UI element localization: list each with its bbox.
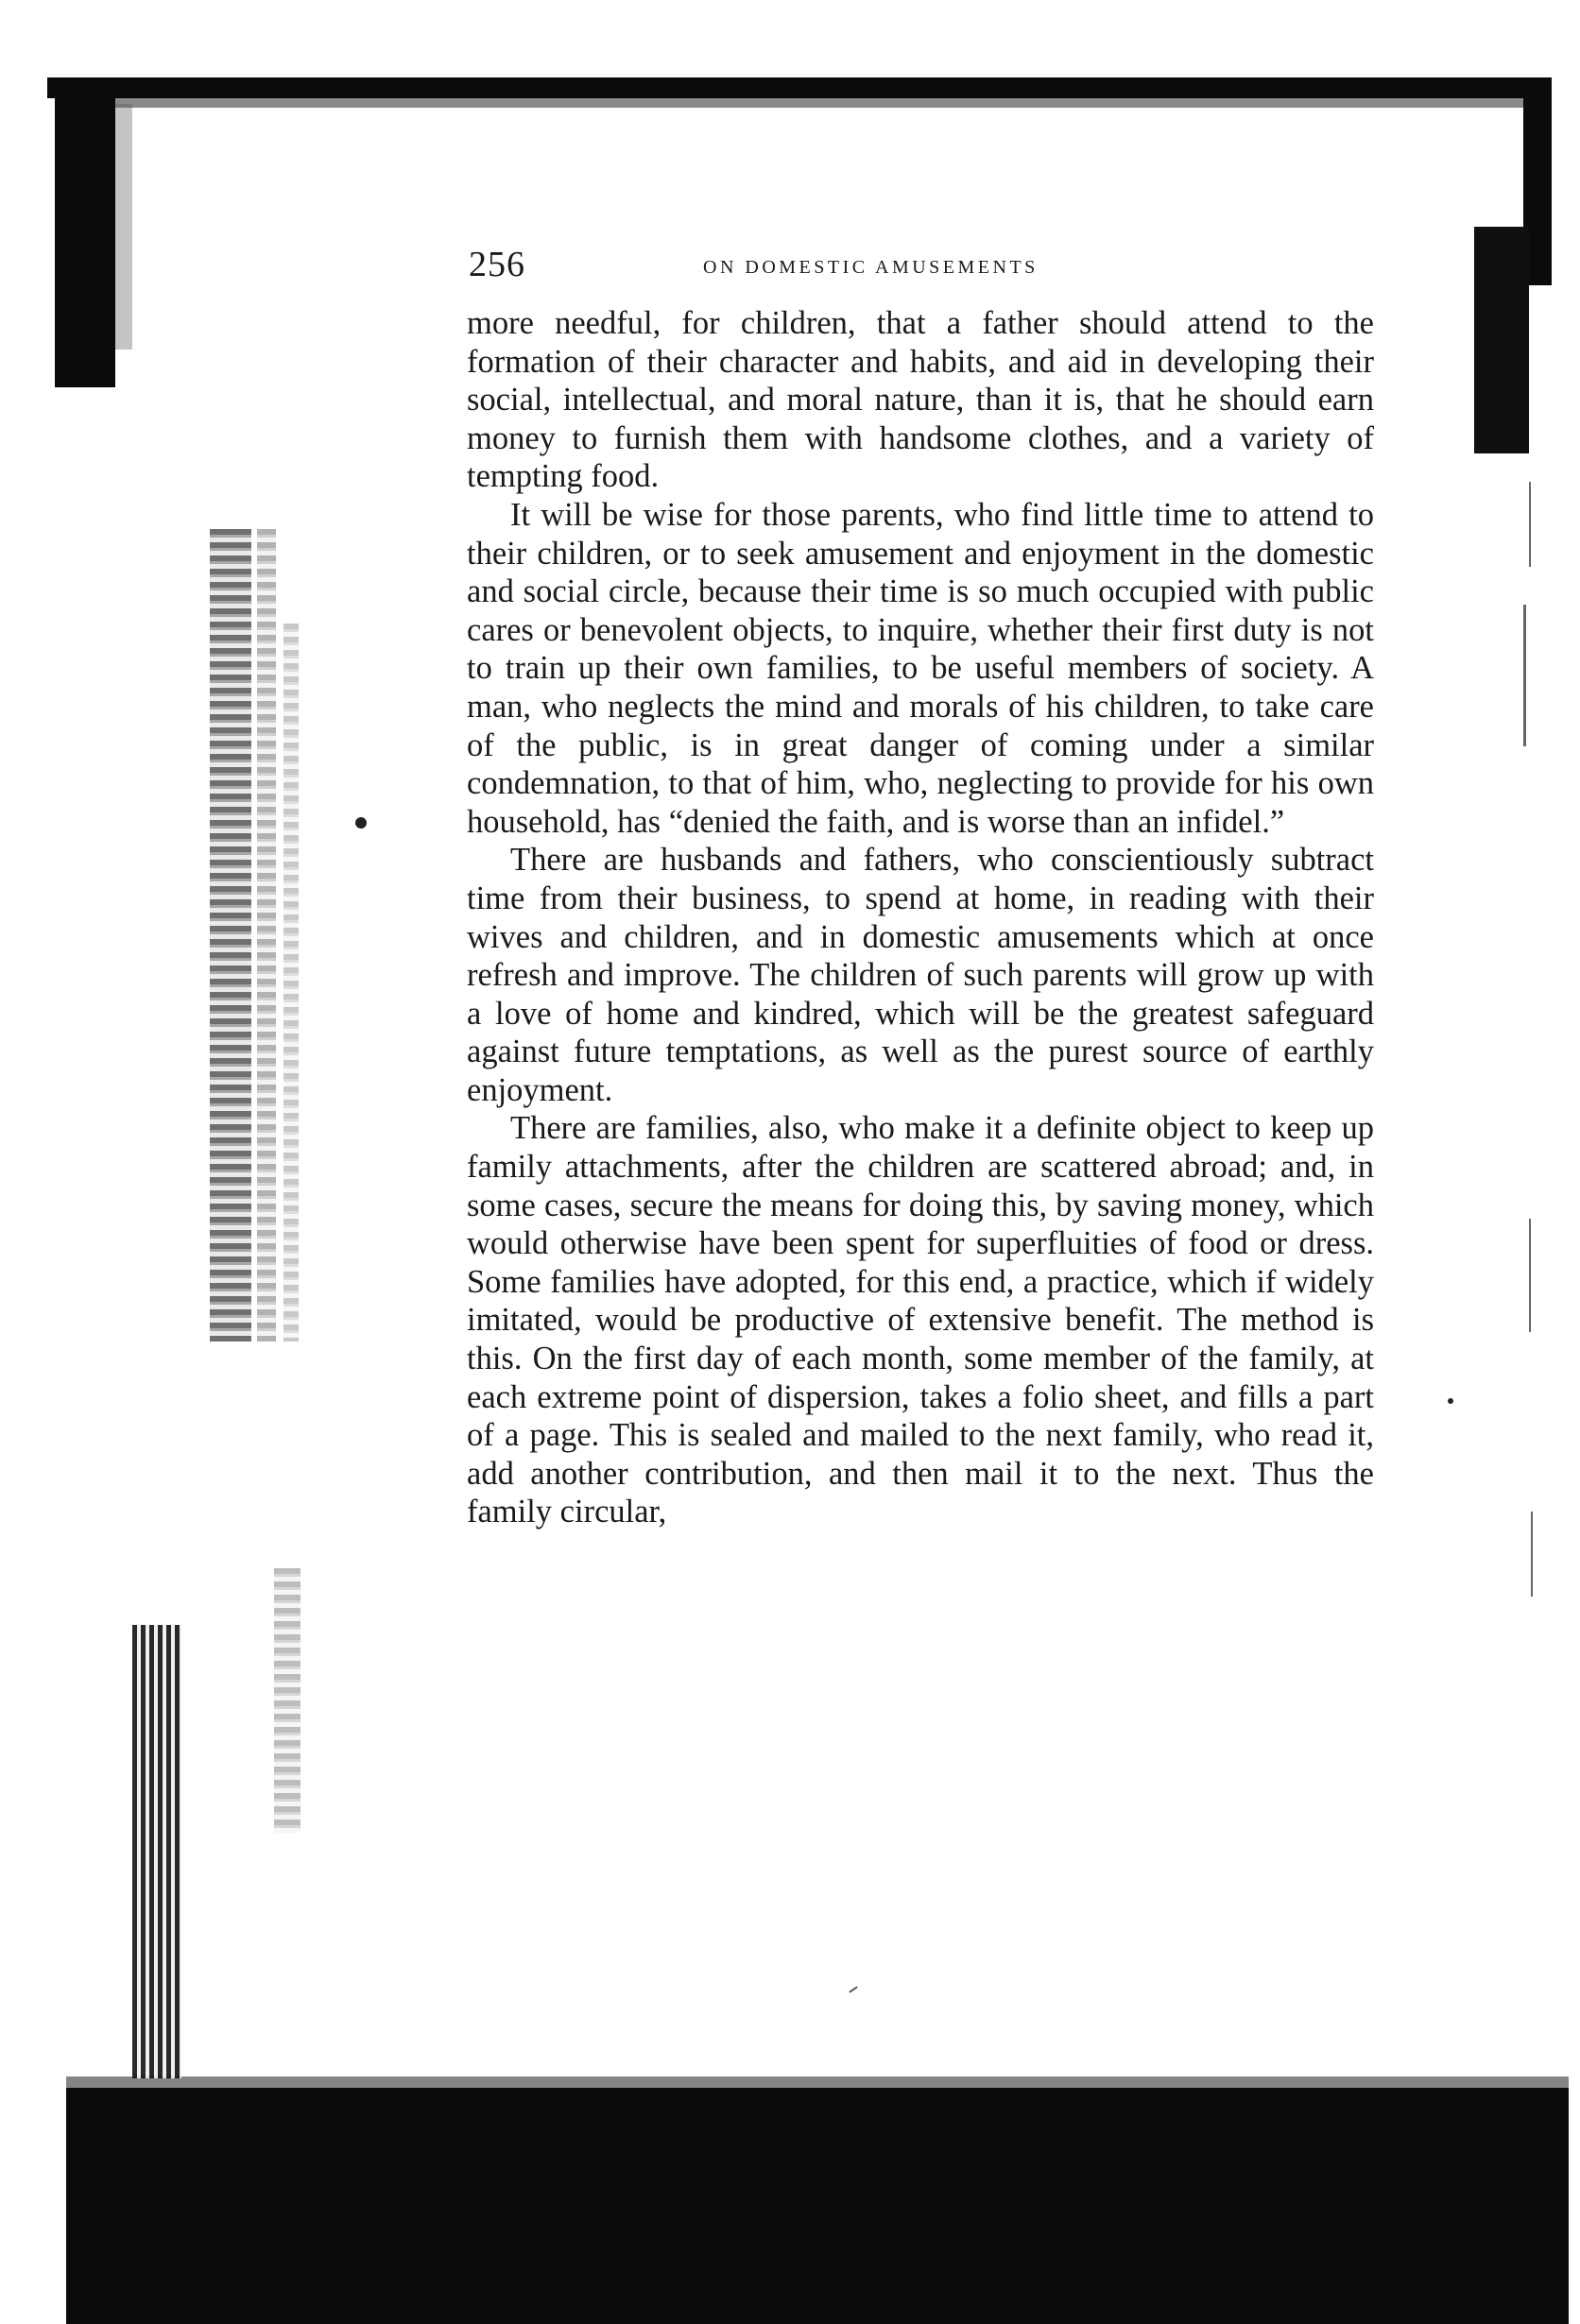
bleed-through-strip — [210, 529, 251, 1341]
scan-edge-left-shadow — [115, 104, 132, 350]
scan-edge-left — [55, 85, 115, 387]
scan-edge-top-shadow — [85, 98, 1540, 108]
paragraph: It will be wise for those parents, who find little time to attend to their children, or to seek amusement and enjoyment in the domestic and social circle, because their time is so much occupied with public cares or benevolent objects, to inquire, whether their first duty is not to train up their own families, to be useful members of society. A man, who neglects the mind and morals of his children, to take care of the public, is in great danger of coming under a similar condemnation, to that of him, who, neglecting to provide for his own household, has “denied the faith, and is worse than an infidel.” — [467, 496, 1374, 840]
ink-speck — [1448, 1398, 1453, 1404]
page-number: 256 — [469, 245, 525, 284]
running-head — [467, 244, 1374, 300]
bleed-through-strip — [274, 1568, 301, 1833]
scan-edge-right — [1523, 77, 1552, 285]
scan-edge-bottom — [66, 2088, 1569, 2324]
scan-artifact-line — [1531, 1512, 1533, 1597]
ink-speck — [355, 817, 367, 829]
book-page — [467, 244, 1374, 1531]
bleed-through-strip — [257, 529, 276, 1341]
paragraph: There are husbands and fathers, who conscientiously subtract time from their business, to spend at home, in reading with their wives and children, and in domestic amusements which at once refresh and improve. The children of such parents will grow up with a love of home and kindred, which will be the greatest safeguard against future temptations, as well as the purest source of earthly enjoyment. — [467, 842, 1374, 1108]
ink-speck — [849, 1986, 857, 1992]
bleed-through-strip — [132, 1625, 181, 2078]
running-title: ON DOMESTIC AMUSEMENTS — [703, 257, 1039, 278]
scan-artifact-line — [1529, 1219, 1531, 1332]
paragraph: There are families, also, who make it a definite object to keep up family attachments, after the children are scattered abroad; and, in some cases, secure the means for doing this, by saving money, which would otherwise have been spent for superfluities of food or dress. Some families have adopted, for this end, a practice, which if widely imitated, would be productive of extensive benefit. The method is this. On the first day of each month, some member of the family, at each extreme point of dispersion, takes a folio sheet, and fills a part of a page. This is sealed and mailed to the next family, who read it, add another contribution, and then mail it to the next. Thus the family circular, — [467, 1110, 1374, 1530]
scan-artifact-line — [1529, 482, 1531, 567]
scan-edge-bottom-shadow — [66, 2076, 1569, 2090]
scan-edge-top — [47, 77, 1552, 98]
body-text — [467, 304, 1374, 1531]
scan-artifact-line — [1523, 605, 1526, 746]
bleed-through-strip — [283, 624, 299, 1341]
paragraph: more needful, for children, that a father should attend to the formation of their character and habits, and aid in developing their social, intellectual, and moral nature, than it is, that he should earn money to furnish them with handsome clothes, and a variety of tempting food. — [467, 305, 1374, 495]
scan-edge-right-lower — [1474, 227, 1529, 453]
